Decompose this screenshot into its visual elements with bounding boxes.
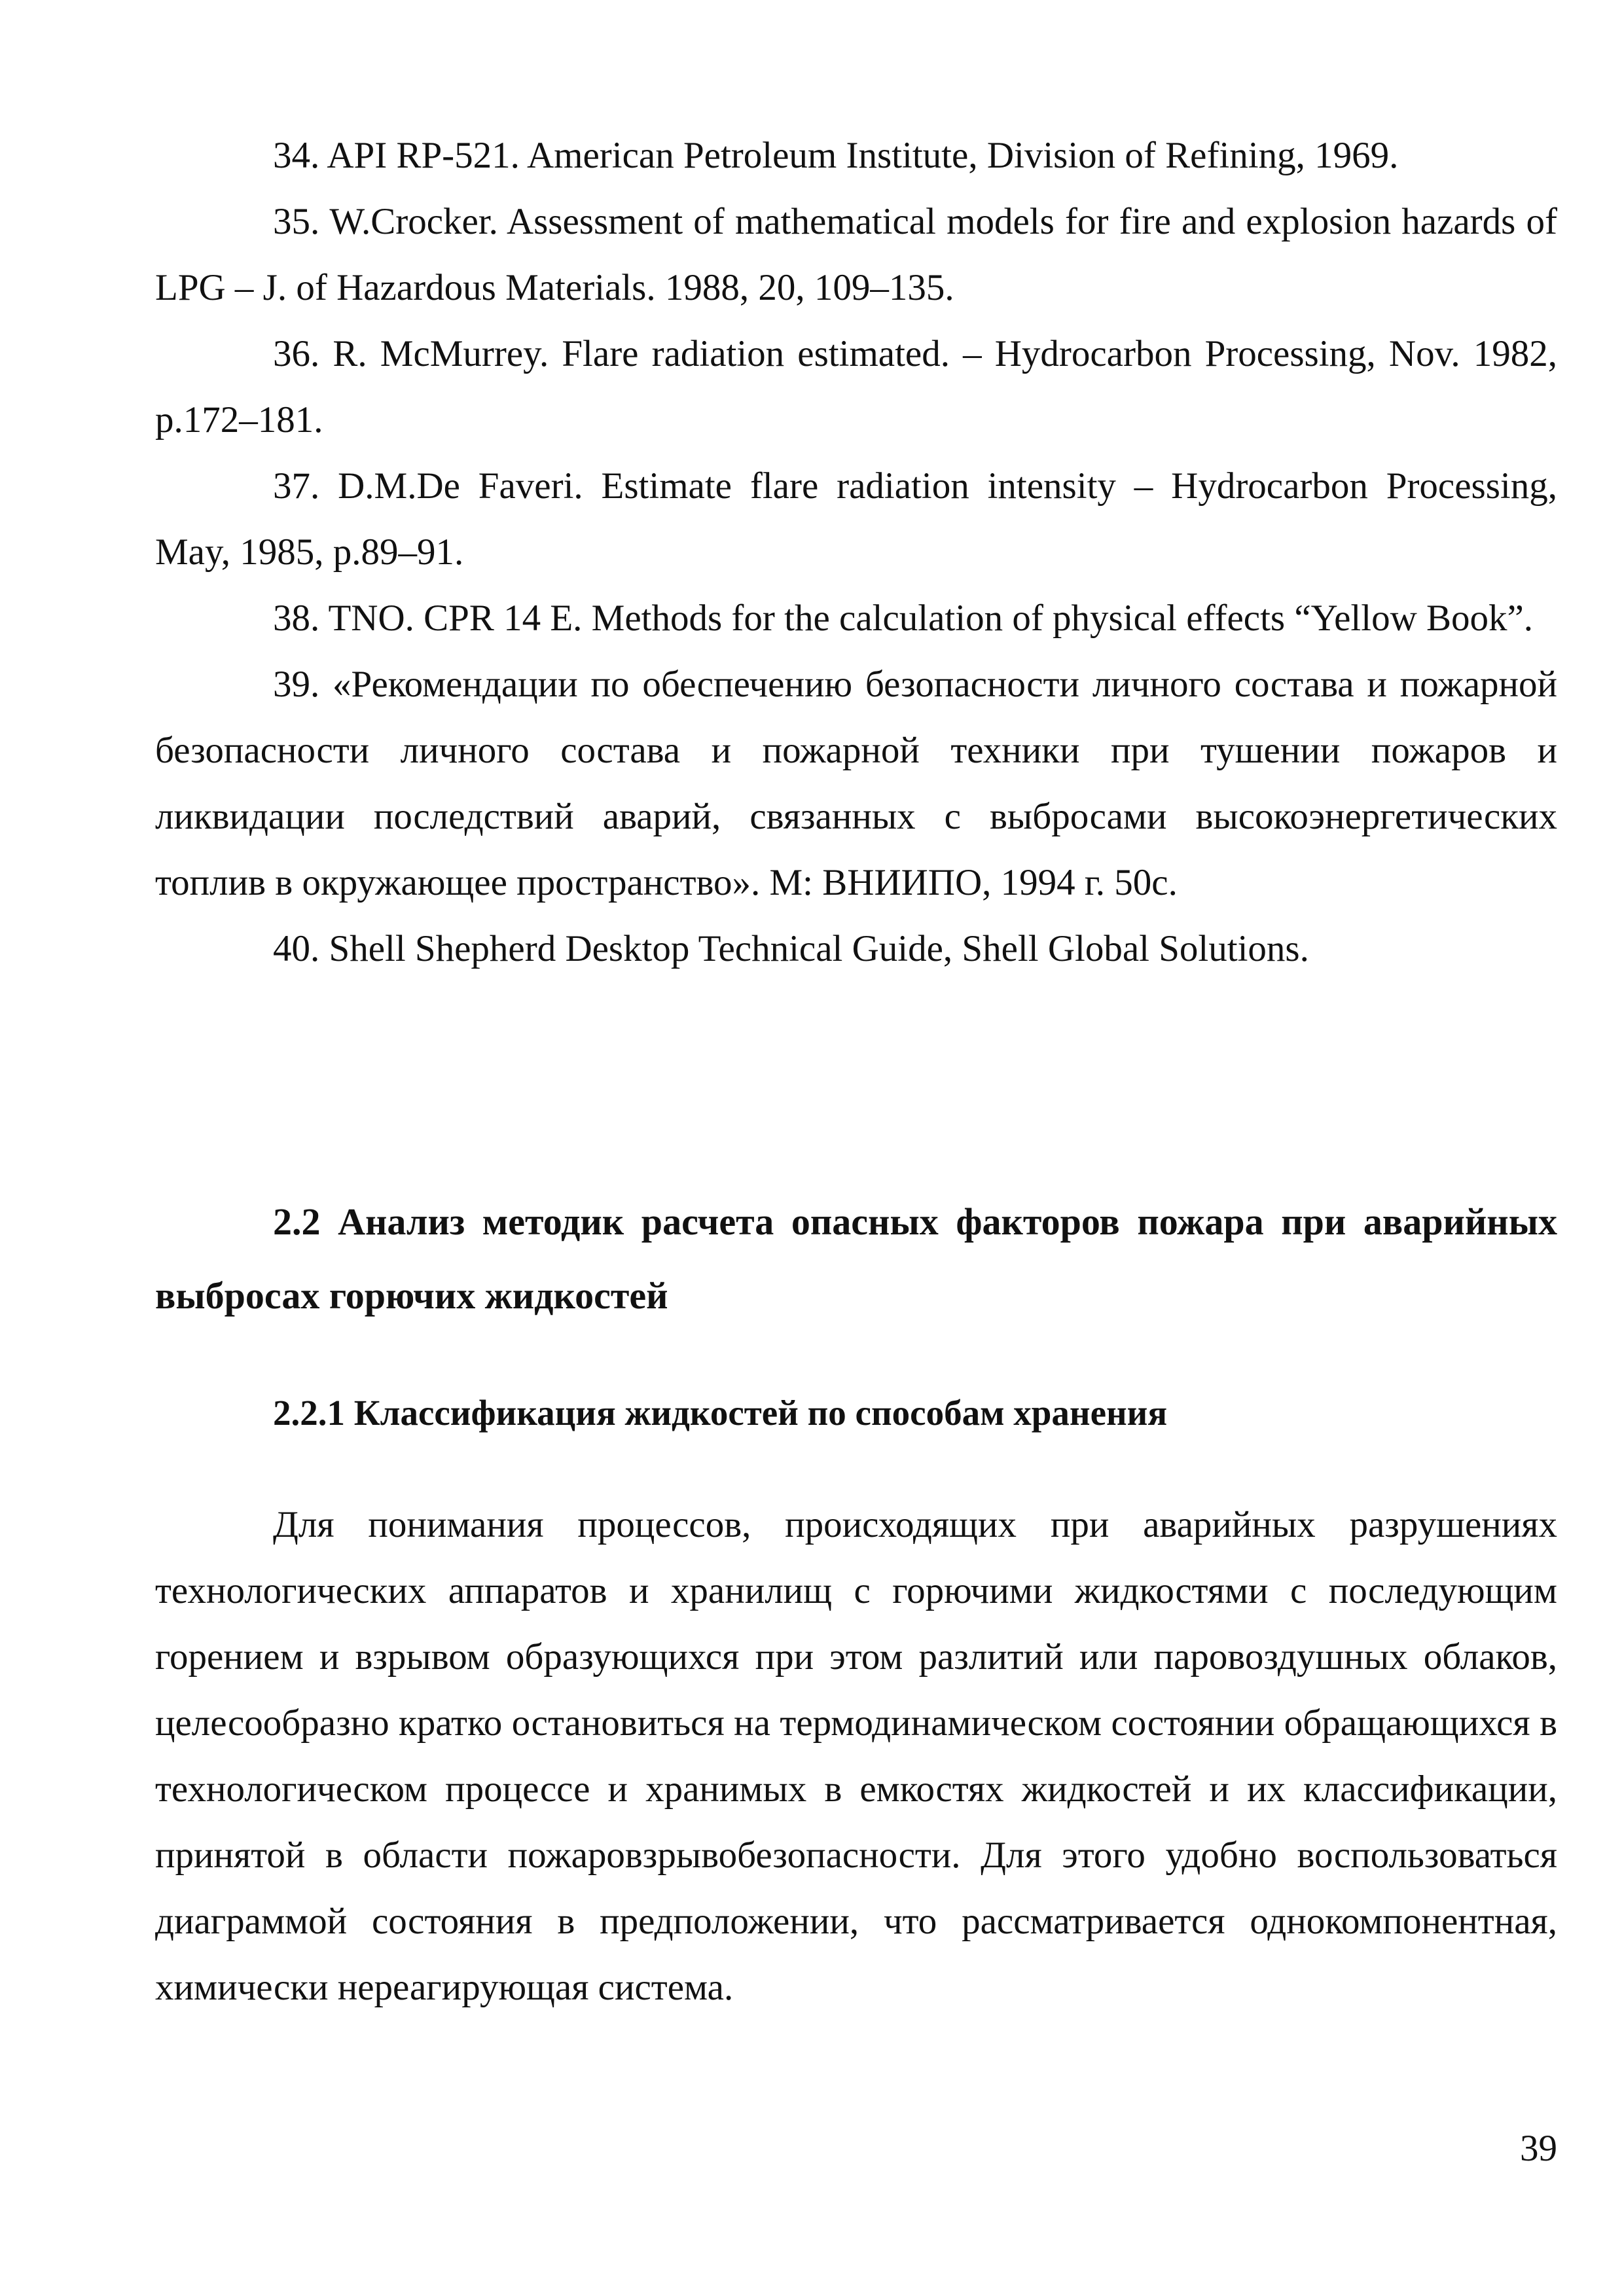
reference-item: 34. API RP-521. American Petroleum Institute, Division of Refining, 1969. bbox=[273, 135, 1399, 176]
section-heading bbox=[155, 1185, 1557, 1333]
reference-item: 40. Shell Shepherd Desktop Technical Guide, Shell Global Solutions. bbox=[273, 928, 1309, 969]
subsection-heading-text: 2.2.1 Классификация жидкостей по способам хранения bbox=[273, 1393, 1168, 1433]
section-heading-text: 2.2 Анализ методик расчета опасных факторов пожара при аварийных выбросах горючих жидкостей bbox=[155, 1200, 1557, 1317]
subsection-heading bbox=[155, 1380, 1557, 1446]
body-paragraph-text: Для понимания процессов, происходящих при аварийных разрушениях технологических аппаратов и хранилищ с горючими жидкостями с последующим горением и взрывом образующихся при этом разлитий или паровоздушных облаков, целесообразно кратко остановиться на термодинамическом состоянии обращающихся в технологическом процессе и хранимых в емкостях жидкостей и их классификации, принятой в области пожаровзрывобезопасности. Для этого удобно воспользоваться диаграммой состояния в предположении, что рассматривается однокомпонентная, химически нереагирующая система. bbox=[155, 1504, 1557, 2008]
reference-item: 39. «Рекомендации по обеспечению безопасности личного состава и пожарной безопасности личного состава и пожарной техники при тушении пожаров и ликвидации последствий аварий, связанных с выбросами высокоэнергетических топлив в окружающее пространство». М: ВНИИПО, 1994 г. 50с. bbox=[155, 664, 1557, 903]
page-number: 39 bbox=[1520, 2128, 1557, 2169]
reference-item: 38. TNO. CPR 14 E. Methods for the calculation of physical effects “Yellow Book”. bbox=[273, 598, 1534, 639]
reference-item: 36. R. McMurrey. Flare radiation estimated. – Hydrocarbon Processing, Nov. 1982, p.172–181. bbox=[155, 333, 1557, 440]
reference-list bbox=[155, 122, 1557, 982]
reference-item: 35. W.Crocker. Assessment of mathematical models for fire and explosion hazards of LPG – J. of Hazardous Materials. 1988, 20, 109–135. bbox=[155, 201, 1557, 308]
body-paragraph bbox=[155, 1492, 1557, 2020]
reference-item: 37. D.M.De Faveri. Estimate flare radiation intensity – Hydrocarbon Processing, May, 1985, p.89–91. bbox=[155, 465, 1557, 573]
